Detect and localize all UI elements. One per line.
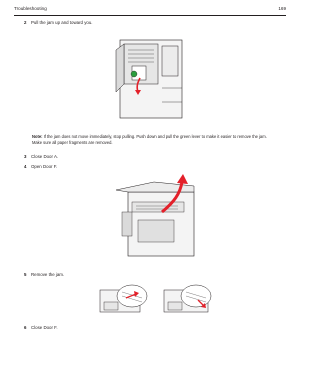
step-text: Open Door F.: [31, 164, 58, 169]
step-number: 6: [24, 325, 27, 330]
remove-jam-illustration-left: [98, 282, 154, 314]
note: [32, 134, 272, 146]
note-text: If the jam does not move immediately, stop pulling. Push down and pull the green lever to make it easier to remove the jam. Make sure all paper fragments are removed.: [32, 134, 267, 145]
note-label: Note:: [32, 134, 43, 139]
step-number: 5: [24, 272, 27, 277]
page-number: 169: [278, 6, 286, 11]
step-number: 2: [24, 20, 27, 25]
step-6: [24, 325, 58, 331]
remove-jam-illustration-right: [158, 282, 214, 314]
step-text: Close Door A.: [31, 154, 59, 159]
step-text: Remove the jam.: [31, 272, 65, 277]
open-door-f-illustration: [108, 172, 200, 258]
step-2: [24, 20, 93, 26]
step-3: [24, 154, 58, 160]
step-text: Close Door F.: [31, 325, 58, 330]
page-header: [14, 5, 286, 16]
step-text: Pull the jam up and toward you.: [31, 20, 93, 25]
section-title: Troubleshooting: [14, 6, 47, 11]
step-4: [24, 164, 57, 170]
step-number: 3: [24, 154, 27, 159]
step-5: [24, 272, 64, 278]
pull-jam-illustration: [112, 36, 188, 122]
step-number: 4: [24, 164, 27, 169]
